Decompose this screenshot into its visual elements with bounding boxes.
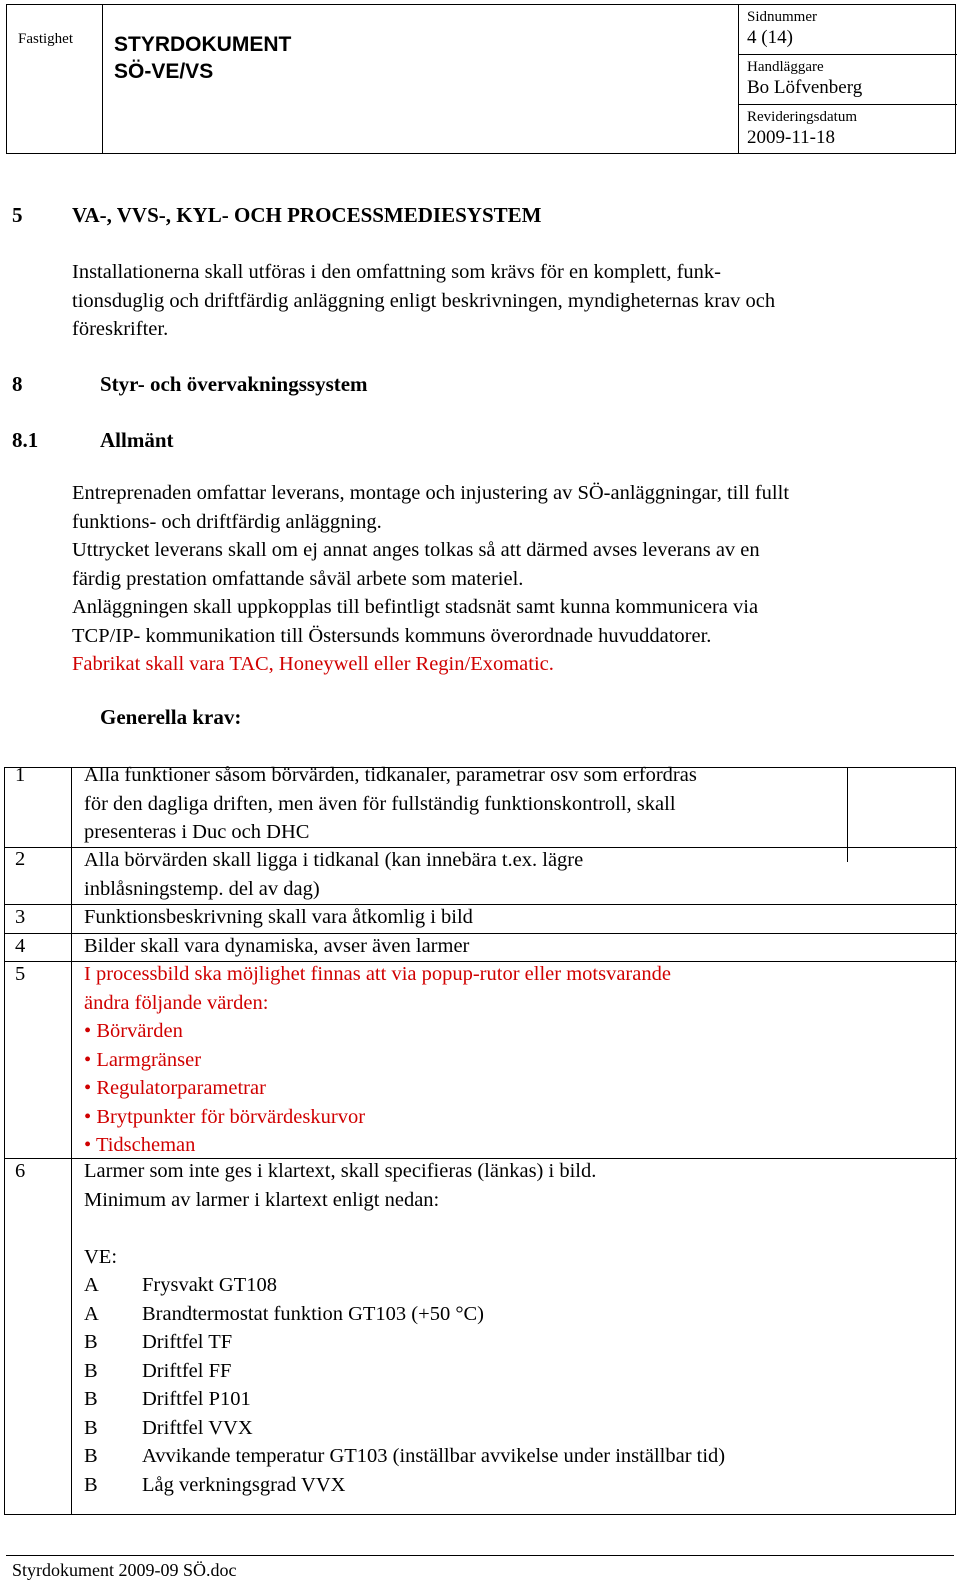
requirement-number: 5 [15, 963, 26, 985]
requirement-3-text [84, 903, 854, 932]
handlaggare-row [739, 55, 957, 105]
alarm-text: Driftfel VVX [142, 1416, 253, 1439]
alarm-text: Avvikande temperatur GT103 (inställbar avvikelse under inställbar tid) [142, 1445, 726, 1467]
alarm-class: A [84, 1302, 99, 1325]
fabrikat-requirement: Fabrikat skall vara TAC, Honeywell eller Regin/Exomatic. [72, 653, 554, 675]
requirement-number: 4 [15, 935, 26, 957]
text-line: Minimum av larmer i klartext enligt nedan: [84, 1188, 440, 1211]
section-5-number: 5 [12, 203, 23, 227]
text-line: Larmer som inte ges i klartext, skall specifieras (länkas) i bild. [84, 1160, 597, 1182]
sidnummer-value: 4 (14) [747, 27, 793, 48]
text-line: I processbild ska möjlighet finnas att via popup-rutor eller motsvarande [84, 963, 671, 985]
requirement-2-text [84, 846, 854, 903]
alarm-text: Driftfel FF [142, 1359, 232, 1382]
document-subtitle: SÖ-VE/VS [114, 60, 214, 83]
section-5-title: VA-, VVS-, KYL- OCH PROCESSMEDIESYSTEM [72, 203, 542, 227]
text-line: Alla börvärden skall ligga i tidkanal (kan innebära t.ex. lägre [84, 849, 584, 871]
text-line: Funktionsbeskrivning skall vara åtkomlig i bild [84, 906, 473, 928]
handlaggare-value: Bo Löfvenberg [747, 77, 863, 98]
bullet-text: Larmgränser [96, 1048, 202, 1071]
text-line: Anläggningen skall uppkopplas till befintligt stadsnät samt kunna kommunicera via [72, 596, 759, 618]
header-fastighet-cell [7, 5, 103, 153]
alarm-item [84, 1357, 854, 1386]
section-5-body [72, 258, 952, 344]
text-line: presenteras i Duc och DHC [84, 821, 310, 843]
bullet-item: • Brytpunkter för börvärdeskurvor [84, 1105, 366, 1128]
sidnummer-row [739, 5, 957, 55]
alarm-text: Driftfel P101 [142, 1388, 251, 1410]
bullet-item: • Regulatorparametrar [84, 1077, 266, 1099]
document-title: STYRDOKUMENT [114, 33, 292, 56]
spacer [84, 1214, 854, 1243]
text-line: tionsduglig och driftfärdig anläggning enligt beskrivningen, myndigheternas krav och [72, 289, 776, 312]
footer-divider [6, 1555, 954, 1556]
alarm-item [84, 1271, 854, 1300]
requirement-number: 3 [15, 906, 26, 928]
alarm-item [84, 1300, 854, 1329]
text-line: funktions- och driftfärdig anläggning. [72, 510, 382, 533]
requirement-5-text [84, 960, 854, 1160]
alarm-item [84, 1328, 854, 1357]
text-line: Uttrycket leverans skall om ej annat anges tolkas så att därmed avses leverans av en [72, 539, 760, 561]
alarm-class: B [84, 1331, 98, 1353]
header-title-cell [103, 5, 739, 153]
requirement-6-text [84, 1157, 854, 1499]
generella-krav-heading: Generella krav: [100, 705, 242, 729]
requirements-table [4, 764, 956, 1515]
alarm-class: B [84, 1388, 98, 1410]
text-line: färdig prestation omfattande såväl arbete som materiel. [72, 567, 524, 590]
alarm-text: Brandtermostat funktion GT103 (+50 °C) [142, 1302, 485, 1325]
text-line: inblåsningstemp. del av dag) [84, 877, 320, 900]
section-8-1-body [72, 479, 952, 679]
alarm-item [84, 1471, 854, 1500]
alarm-item [84, 1442, 854, 1471]
section-8-number: 8 [12, 372, 23, 396]
sidnummer-label: Sidnummer [747, 9, 817, 25]
bullet-text: Regulatorparametrar [96, 1077, 266, 1099]
alarm-class: B [84, 1416, 98, 1439]
text-line: för den dagliga driften, men även för fullständig funktionskontroll, skall [84, 792, 676, 815]
table-divider [71, 768, 72, 1514]
alarm-class: A [84, 1274, 99, 1296]
requirement-1-text [84, 761, 854, 847]
handlaggare-label: Handläggare [747, 59, 824, 75]
alarm-text: Driftfel TF [142, 1331, 233, 1353]
document-header [6, 4, 956, 154]
alarm-group-label: VE: [84, 1245, 118, 1268]
bullet-text: Börvärden [96, 1020, 183, 1042]
alarm-text: Frysvakt GT108 [142, 1274, 277, 1296]
text-line: TCP/IP- kommunikation till Östersunds kommuns överordnade huvuddatorer. [72, 624, 712, 647]
text-line: Installationerna skall utföras i den omfattning som krävs för en komplett, funk- [72, 261, 722, 283]
alarm-class: B [84, 1445, 98, 1467]
requirement-number: 1 [15, 764, 26, 786]
bullet-text: Brytpunkter för börvärdeskurvor [96, 1105, 366, 1128]
bullet-item: • Larmgränser [84, 1048, 202, 1071]
header-meta-cell [739, 5, 957, 153]
bullet-text: Tidscheman [95, 1134, 196, 1156]
section-8-1-number: 8.1 [12, 428, 39, 452]
text-line: Bilder skall vara dynamiska, avser även larmer [84, 935, 470, 957]
text-line: ändra följande värden: [84, 991, 269, 1014]
requirement-number: 2 [15, 848, 26, 870]
bullet-item: • Tidscheman [84, 1134, 196, 1156]
requirement-number: 6 [15, 1160, 26, 1182]
section-8-title: Styr- och övervakningssystem [100, 372, 368, 396]
requirement-4-text [84, 932, 854, 961]
text-line: Alla funktioner såsom börvärden, tidkanaler, parametrar osv som erfordras [84, 764, 697, 786]
alarm-class: B [84, 1359, 98, 1382]
text-line: Entreprenaden omfattar leverans, montage och injustering av SÖ-anläggningar, till fullt [72, 482, 790, 504]
revdatum-label: Revideringsdatum [747, 109, 857, 125]
footer-filename: Styrdokument 2009-09 SÖ.doc [12, 1560, 237, 1580]
alarm-item [84, 1385, 854, 1414]
fastighet-label: Fastighet [18, 31, 73, 47]
revdatum-value: 2009-11-18 [747, 127, 835, 148]
section-8-1-title: Allmänt [100, 428, 174, 452]
alarm-item [84, 1414, 854, 1443]
alarm-text: Låg verkningsgrad VVX [142, 1473, 346, 1496]
alarm-class: B [84, 1473, 98, 1496]
bullet-item: • Börvärden [84, 1020, 183, 1042]
text-line: föreskrifter. [72, 318, 169, 340]
revdatum-row [739, 105, 957, 155]
